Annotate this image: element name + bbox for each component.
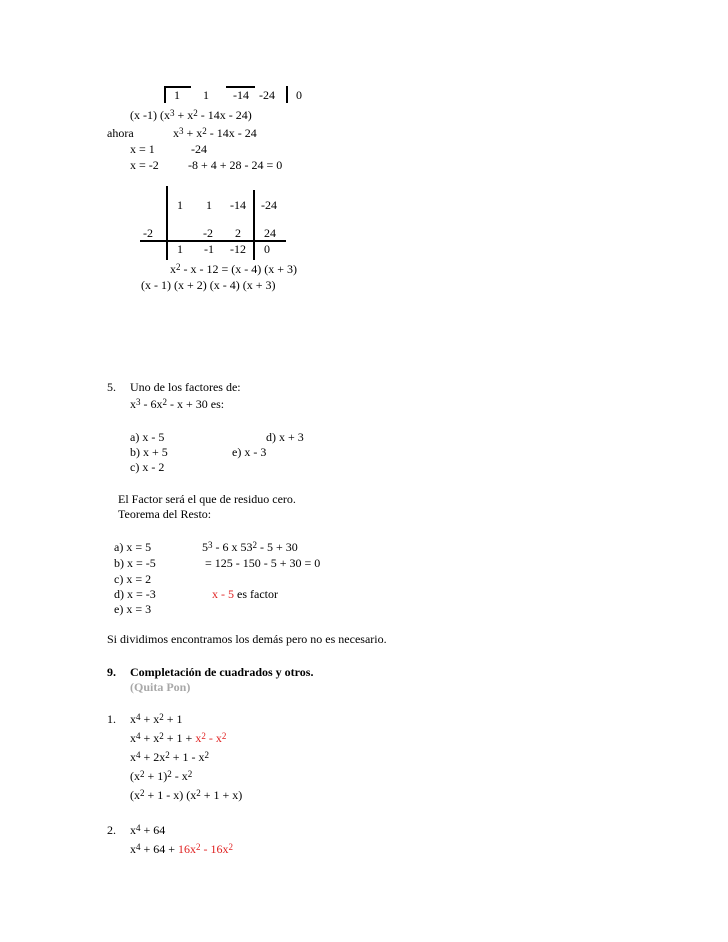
option-a: a) x - 5 (130, 430, 165, 444)
exercise-1-line-1: $x^4 + x^2 + 1$ (130, 712, 183, 726)
exercise-1-line-3: $x^4 + 2x^2 + 1 - x^2$ (130, 750, 210, 764)
exercise-2-line-1: $x^4 + 64$ (130, 823, 166, 837)
factored-expression: (x -1) $(x^3 + x^2 - 14x - 24)$ (130, 108, 252, 122)
option-c: c) x - 2 (130, 460, 165, 474)
check-a: a) x = 5 (114, 540, 152, 554)
exercise-1-line-4: $(x^2 + 1)^2 - x^2$ (130, 769, 193, 783)
exercise-2-number: 2. (107, 823, 116, 837)
exercise-1-line-2: $x^4 + x^2 + 1 + x^2 - x^2$ (130, 731, 227, 745)
check-b: b) x = -5 (114, 556, 156, 570)
check-c: c) x = 2 (114, 572, 152, 586)
option-d: d) x + 3 (266, 430, 304, 444)
ruffini2-bottom: 1 (177, 242, 183, 256)
option-e: e) x - 3 (232, 445, 267, 459)
check-d: d) x = -3 (114, 587, 156, 601)
factor-result: x - 5 es factor (212, 587, 278, 601)
exercise-2-line-2: $x^4 + 64 + 16x^2 - 16x^2$ (130, 842, 234, 856)
check-e: e) x = 3 (114, 602, 152, 616)
problem-5-expression: $x^3 - 6x^2 - x + 30$ es: (130, 397, 225, 411)
quadratic-factoring: $x^2 - x - 12 = (x - 4) (x + 3)$ (170, 262, 298, 276)
ruffini2-top: -14 (230, 198, 246, 212)
ruffini1-coef: 1 (174, 88, 180, 102)
remainder-calc-1: $5^3 - 6$ x $53^2 - 5 + 30$ (202, 540, 298, 554)
ruffini2-mid: -2 (203, 226, 213, 240)
final-factorization: (x - 1) (x + 2) (x - 4) (x + 3) (141, 278, 276, 292)
problem-5-number: 5. (107, 380, 116, 394)
ruffini2-remainder-vertical (253, 190, 255, 260)
ruffini1-coef: -14 (233, 88, 249, 102)
ruffini1-coef: 0 (296, 88, 302, 102)
section-9-title: Completación de cuadrados y otros. (130, 665, 314, 679)
note-teorema: Teorema del Resto: (118, 507, 212, 521)
ruffini2-top: -24 (261, 198, 277, 212)
ruffini2-top: 1 (206, 198, 212, 212)
ruffini1-coef: 1 (203, 88, 209, 102)
conclusion-text: Si dividimos encontramos los demás pero no es necesario. (107, 632, 387, 646)
ruffini2-bottom: -1 (204, 242, 214, 256)
exercise-1-number: 1. (107, 712, 116, 726)
x1-label: x = 1 (130, 142, 155, 156)
ruffini2-divider-vertical (166, 186, 168, 260)
ruffini2-mid: 2 (235, 226, 241, 240)
exercise-1-line-5: $(x^2 + 1 - x) (x^2 + 1 + x)$ (130, 788, 243, 802)
ruffini1-bar-1-left (164, 86, 166, 103)
remainder-calc-2: = 125 - 150 - 5 + 30 = 0 (205, 556, 321, 570)
option-b: b) x + 5 (130, 445, 168, 459)
ruffini2-bottom: 0 (264, 242, 270, 256)
ruffini2-bottom: -12 (230, 242, 246, 256)
ahora-expression: $x^3 + x^2 - 14x - 24$ (173, 126, 257, 140)
ruffini2-top: 1 (177, 198, 183, 212)
ruffini1-bar-right (286, 86, 288, 103)
ruffini1-coef: -24 (259, 88, 275, 102)
x1-value: -24 (191, 142, 207, 156)
x2-label: x = -2 (130, 158, 159, 172)
ruffini2-divisor: -2 (143, 226, 153, 240)
section-9-subtitle: (Quita Pon) (130, 680, 191, 694)
section-9-number: 9. (107, 665, 116, 679)
note-residuo: El Factor será el que de residuo cero. (118, 492, 296, 506)
x2-value: -8 + 4 + 28 - 24 = 0 (188, 158, 283, 172)
problem-5-text: Uno de los factores de: (130, 380, 241, 394)
ruffini2-mid: 24 (264, 226, 276, 240)
ahora-label: ahora (107, 126, 134, 140)
